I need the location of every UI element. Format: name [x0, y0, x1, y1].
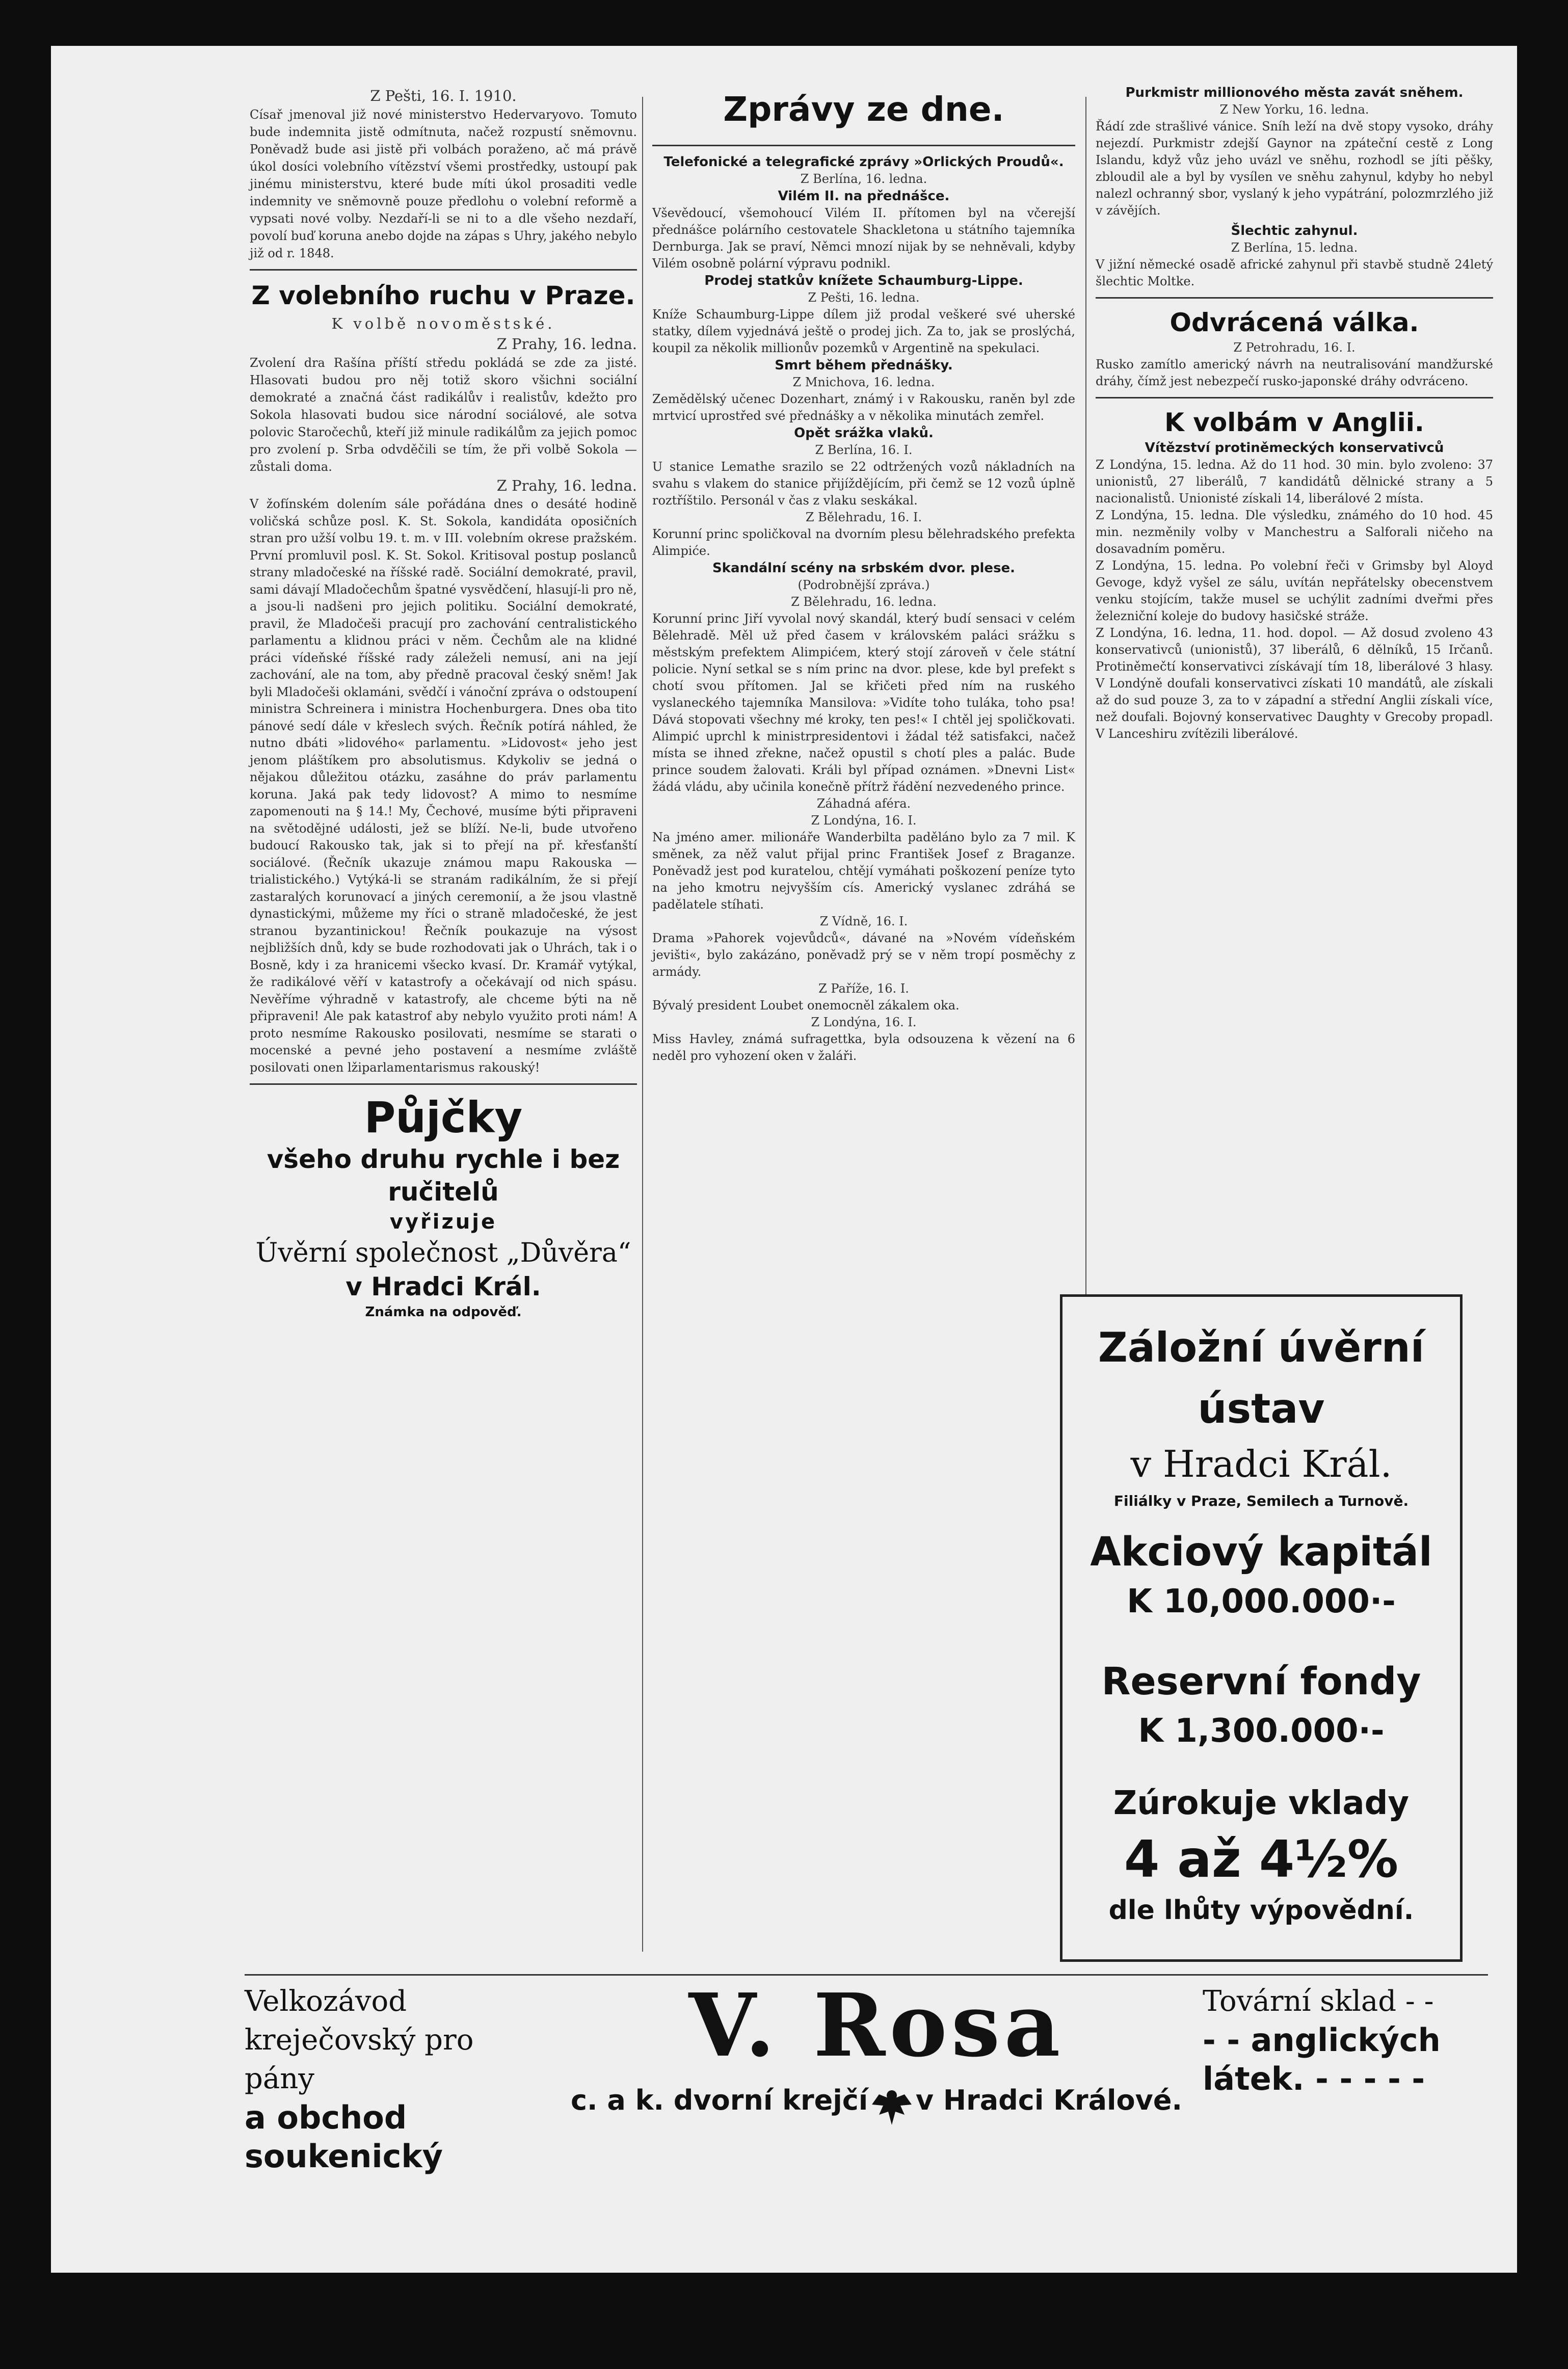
ad-branches: Filiálky v Praze, Semilech a Turnově. — [1113, 1493, 1409, 1509]
ad-title: Záložní úvěrní ústav — [1098, 1324, 1425, 1432]
dateline: Z Vídně, 16. I. — [819, 914, 908, 928]
article-text: Bývalý president Loubet onemocněl zákalem oka. — [652, 998, 960, 1013]
article-text: Miss Havley, známá sufragettka, byla odsouzena k vězení na 6 neděl pro vyhození oken v žaláři. — [652, 1032, 1075, 1063]
article-text: Z Londýna, 15. ledna. Po volební řeči v Grimsby byl Aloyd Gevoge, když vyšel ze sálu, uvítán nepřátelsky obecenstvem venku stojícím, takže musel se uchýlit zadními dveřmi přes železniční koleje do budovy hasičské stráže. — [1096, 558, 1493, 623]
subheading: K volbě novoměstské. — [331, 315, 555, 332]
dateline: Z Pešti, 16. ledna. — [808, 290, 920, 305]
dateline: Z Bělehradu, 16. I. — [805, 510, 922, 524]
dateline: Z Berlína, 15. ledna. — [1231, 241, 1358, 255]
article-text: Z Londýna, 16. ledna, 11. hod. dopol. — Až dosud zvoleno 43 konservativců (unionistů), 37 liberálů, 6 dělníků, 15 Irčanů. Protiněmečtí konservativci získávají tím 18, liberálové 3 hlasy. V Londýně doufali konservativci získati 10 mandátů, ale získali až do sud pouze 3, za to v západní a střední Anglii získali více, než doufali. Bojovný konservativec Daughty v Grecoby propadl. V Lanceshiru zvítězili liberálové. — [1096, 626, 1493, 741]
ad-interest-value: 4 až 4½% — [1124, 1829, 1399, 1889]
ad-rosa-right — [1203, 1982, 1478, 2098]
ad-interest-label: Zúrokuje vklady — [1113, 1785, 1410, 1822]
ad-rosa — [245, 1975, 1488, 2175]
ad-text: v Hradci Král. — [346, 1272, 541, 1301]
article-text: Zemědělský učenec Dozenhart, známý i v Rakousku, raněn byl zde mrtvicí uprostřed své přednášky a v několika minutách zemřel. — [652, 392, 1075, 423]
ad-text: Velkozávod kreječovský pro pány — [245, 1985, 474, 2095]
section-heading: Zprávy ze dne. — [723, 90, 1004, 129]
article-text: Kníže Schaumburg-Lippe dílem již prodal veškeré své uherské statky, dílem vyjednává ještě o prodej jich. Za to, jak se proslýchá, koupil za několik millionův pozemků v Argentině na spekulaci. — [652, 307, 1075, 355]
dateline: Z Londýna, 16. I. — [811, 813, 917, 828]
article-text: U stanice Lemathe srazilo se 22 odtržených vozů nákladních na svahu s vlakem do stanice přijíždějícím, při čemž se 12 vozů úplně roztříštilo. Personál v čas z vlaku seskákal. — [652, 460, 1075, 508]
dateline: Z Pešti, 16. I. 1910. — [370, 87, 517, 104]
divider — [250, 269, 637, 271]
ad-text: - - anglických — [1203, 2021, 1441, 2059]
article-text: Korunní princ spoličkoval na dvorním plesu bělehradského prefekta Alimpiće. — [652, 527, 1075, 558]
article-heading: Šlechtic zahynul. — [1231, 223, 1358, 238]
article-text: V jižní německé osadě africké zahynul při stavbě studně 24letý šlechtic Moltke. — [1096, 257, 1493, 288]
article-text: Na jméno amer. milionáře Wanderbilta paděláno bylo za 7 mil. K směnek, za něž valut přijal princ František Josef z Braganze. Poněvadž jest pod kuratelou, chtějí vymáhati poškození peníze tyto na jeho kmotru nejvyšším cís. Americký vyslanec zdráhá se padělatele stíhati. — [652, 830, 1075, 912]
ad-reserve-value: K 1,300.000·- — [1138, 1712, 1385, 1750]
article-text: Řádí zde strašlivé vánice. Sníh leží na dvě stopy vysoko, dráhy nejezdí. Purkmistr zdejší Gaynor na zpáteční cestě z Long Islandu, když vůz jeho uvázl ve sněhu, rozhodl se jíti pěšky, zbloudil ale a byl by vysílen ve sněhu zahynul, kdyby ho nebyl nalezl ochranný sbor, vyslaný k jeho vypátrání, polozmrzlého již v závějích. — [1096, 119, 1493, 218]
article-heading: Prodej statkův knížete Schaumburg-Lippe. — [704, 273, 1023, 288]
ad-text: a obchod soukenický — [245, 2099, 443, 2175]
article-text: Drama »Pahorek vojevůdců«, dávané na »Novém vídeňském jevišti«, bylo zakázáno, poněvadž prý se v něm tropí posměchy z armády. — [652, 931, 1075, 979]
scan-border — [1517, 0, 1568, 2369]
ad-bank — [1060, 1294, 1463, 1962]
section-heading: Z volebního ruchu v Praze. — [251, 281, 635, 310]
article-text: Rusko zamítlo americký návrh na neutralisování mandžurské dráhy, čímž jest nebezpečí rusko-japonské dráhy odvráceno. — [1096, 357, 1493, 388]
ad-capital-label: Akciový kapitál — [1090, 1529, 1432, 1575]
article-text: Korunní princ Jiří vyvolal nový skandál, který budí sensaci v celém Bělehradě. Měl už před časem v královském paláci srážku s městským prefektem Alimpićem, který stojí zároveň v čele státní policie. Nyní setkal se s ním princ na dvor. plese, kde byl prefekt s chotí svou přítomen. Jal se křičeti před ním na ruského vyslaneckého tajemníka Mansilova: »Vidíte toho tuláka, toho psa! Dává stopovati všechny mé kroky, ten pes!« I chtěl jej spoličkovati. Alimpić uprchl k ministrpresidentovi i žádal též satisfakci, načež místa se ihned zřekne, načež opustil s chotí ples a palác. Bude prince soudem žalovati. Králi byl případ oznámen. »Dnevni List« žádá vládu, aby učinila konečně přítrž řádění nezvedeného prince. — [652, 611, 1075, 794]
article-heading: Opět srážka vlaků. — [794, 425, 934, 441]
ad-rosa-subline — [571, 2084, 1182, 2130]
dateline: Z New Yorku, 16. ledna. — [1219, 102, 1369, 117]
article-heading: Smrt během přednášky. — [775, 358, 953, 373]
dateline: Z Prahy, 16. ledna. — [496, 477, 637, 494]
dateline: Z Berlína, 16. ledna. — [800, 172, 927, 186]
divider — [1096, 397, 1493, 398]
ad-text: Úvěrní společnost „Důvěra“ — [255, 1238, 631, 1268]
divider — [1096, 297, 1493, 299]
article-text: V žofínském dolením sále pořádána dnes o desáté hodině voličská schůze posl. K. St. Sokola, kandidáta oposičních stran pro užší volbu 19. t. m. v III. volebním okrese pražském. První promluvil posl. K. St. Sokol. Kritisoval postup poslanců strany mladočeské na říšské radě. Sociální demokraté, pravil, sami dávají Mladočechům špatné vysvědčení, hlasují-li pro ně, a jsou-li nadšeni pro jejich politiku. Sociální demokraté, pravil, že Mladočeši pracují pro zachování centralistického parlamentu a klidnou práci v něm. Čechům ale na klidné práci vídeňské říšské rady záleželi nemusí, ani na její zachování, ale na tom, aby předně pracoval český sněm! Jak byli Mladočeši oklamáni, svědčí i vánoční zpráva o odstoupení ministra Schreinera i ministra Hochenburgera. Dnes oba tito pánové sedí dále v křeslech svých. Řečník potírá náhled, že nutno dbáti »lidového« parlamentu. »Lidovost« jeho jest jenom pláštíkem pro absolutismus. Kdykoliv se jedná o nějakou důležitou otázku, zasáhne do práv parlamentu koruna. Jaká pak tedy lidovost? A mimo to nesmíme zapomenouti na § 14.! My, Čechové, musíme býti připraveni na světodějné události, jež se blíží. Ne-li, bude utvořeno budoucí Rakousko tak, jak si to přejí na př. křesťanští sociálové. (Řečník ukazuje známou mapu Rakouska — trialistického.) Vytýká-li se stranám radikálním, že si přejí zastaralých korunovací a jiných ceremonií, a že jsou vlastně dynastickými, můžeme my říci o straně mladočeské, že jest stranou byzantinickou! Řečník poukazuje na výsost nejbližších dnů, kdy se bude rozhodovati jak o Uhrách, tak i o Bosně, kdy i za hranicemi všecko kvasí. Dr. Kramář vytýkal, že radikálové věří v katastrofy a očekávají od nich spásu. Nevěříme výhradně v katastrofy, ale chceme býti na ně připraveni! Ale pak katastrof aby nebylo využito proti nám! A proto nesmíme Rakousko posilovati, nesmíme se starati o mocenské a pevné jeho postavení a nesmíme zvláště posilovati onen lžiparlamentarismus rakouský! — [250, 497, 637, 1075]
dateline: Z Berlína, 16. I. — [815, 443, 913, 457]
column-separator — [642, 97, 643, 1952]
ad-brand: V. Rosa — [688, 1975, 1065, 2077]
ad-text: Tovární sklad - - — [1203, 1985, 1434, 2018]
divider — [652, 145, 1075, 146]
column-1 — [250, 86, 637, 1321]
ad-interest-note: dle lhůty výpovědní. — [1108, 1895, 1414, 1926]
article-text: Císař jmenoval již nové ministerstvo Hedervaryovo. Tomuto bude indemnita jistě odmítnuta, načež rozpustí sněmovnu. Poněvadž bude asi jistě při volbách poraženo, ač má právě úkol dosíci volebního vítězství všemi prostředky, ustoupí pak jinému ministerstvu, které bude míti úkol prosaditi vedle indemnity ve sněmovně pouze předlohu o volební reformě a vypsati nové volby. Nezdaří-li se ni to a dle všeho nezdaří, povolí buď koruna anebo dojde na zápas s Uhry, jakého nebylo již od r. 1848. — [250, 108, 637, 260]
subheading: (Podrobnější zpráva.) — [798, 578, 930, 592]
section-heading: K volbám v Anglii. — [1164, 408, 1424, 437]
section-heading: Odvrácená válka. — [1170, 308, 1419, 337]
article-heading: Purkmistr millionového města zavát sněhem. — [1125, 85, 1464, 100]
divider — [250, 1083, 637, 1085]
dateline: Z Paříže, 16. I. — [818, 981, 909, 996]
article-heading: Vilém II. na přednášce. — [778, 189, 950, 204]
ad-capital-value: K 10,000.000·- — [1127, 1583, 1396, 1620]
ad-rosa-center — [571, 1975, 1182, 2130]
ad-text: vyřizuje — [389, 1210, 497, 1234]
article-text: Vševědoucí, všemohoucí Vilém II. přítomen byl na včerejší přednášce polárního cestovatele Shackletona u státního tajemníka Dernburga. Jak se praví, Němci mnozí nijak by se nehněvali, kdyby Vilém osobně polární výpravu podnikl. — [652, 206, 1075, 271]
article-text: Z Londýna, 15. ledna. Dle výsledku, známého do 10 hod. 45 min. nezměnily volby v Manchestru a Salforali ničeho na dosavadním poměru. — [1096, 508, 1493, 556]
subheading: Vítězství protiněmeckých konservativců — [1145, 440, 1444, 456]
ad-rosa-left — [245, 1982, 530, 2176]
ad-place: v Hradci Král. — [1130, 1443, 1392, 1485]
article-heading: Záhadná aféra. — [816, 796, 911, 811]
ad-text: v Hradci Králové. — [915, 2084, 1182, 2116]
ad-reserve-label: Reservní fondy — [1101, 1660, 1421, 1703]
article-text: Z Londýna, 15. ledna. Až do 11 hod. 30 min. bylo zvoleno: 37 unionistů, 27 liberálů, 7 kandidátů dělnické strany a 5 nacionalistů. Unionisté získali 14, liberálové 2 místa. — [1096, 458, 1493, 505]
ad-text: látek. - - - - - — [1203, 2060, 1425, 2097]
newspaper-page — [51, 46, 1519, 2273]
dateline: Z Mnichova, 16. ledna. — [792, 375, 935, 389]
column-3 — [1096, 84, 1493, 742]
dateline: Z Prahy, 16. ledna. — [496, 335, 637, 353]
article-heading: Skandální scény na srbském dvor. plese. — [712, 561, 1016, 576]
eagle-emblem-icon — [869, 2084, 915, 2130]
article-text: Zvolení dra Rašína příští středu pokládá se zde za jisté. Hlasovati budou pro něj totiž skoro všichni sociální demokraté a značná část radikálův i realistův, kdežto pro Sokola hlasovati budou sice národní sociálové, ale sotva polovic Staročechů, kteří již minule radikálům za jejich pomoc pro zvolení p. Srba odvděčili se tím, že při volbě Sokola — zůstali doma. — [250, 356, 637, 474]
ad-text: všeho druhu rychle i bez ručitelů — [267, 1144, 620, 1207]
ad-text: Známka na odpověď. — [365, 1305, 522, 1320]
dateline: Z Bělehradu, 16. ledna. — [791, 595, 937, 609]
ad-text: c. a k. dvorní krejčí — [571, 2084, 868, 2116]
subheading: Telefonické a telegrafické zprávy »Orlických Proudů«. — [663, 154, 1064, 170]
column-2 — [652, 82, 1075, 1064]
dateline: Z Londýna, 16. I. — [811, 1015, 917, 1029]
ad-title: Půjčky — [364, 1093, 523, 1142]
dateline: Z Petrohradu, 16. I. — [1233, 340, 1356, 355]
ad-pujcky — [250, 1092, 637, 1321]
